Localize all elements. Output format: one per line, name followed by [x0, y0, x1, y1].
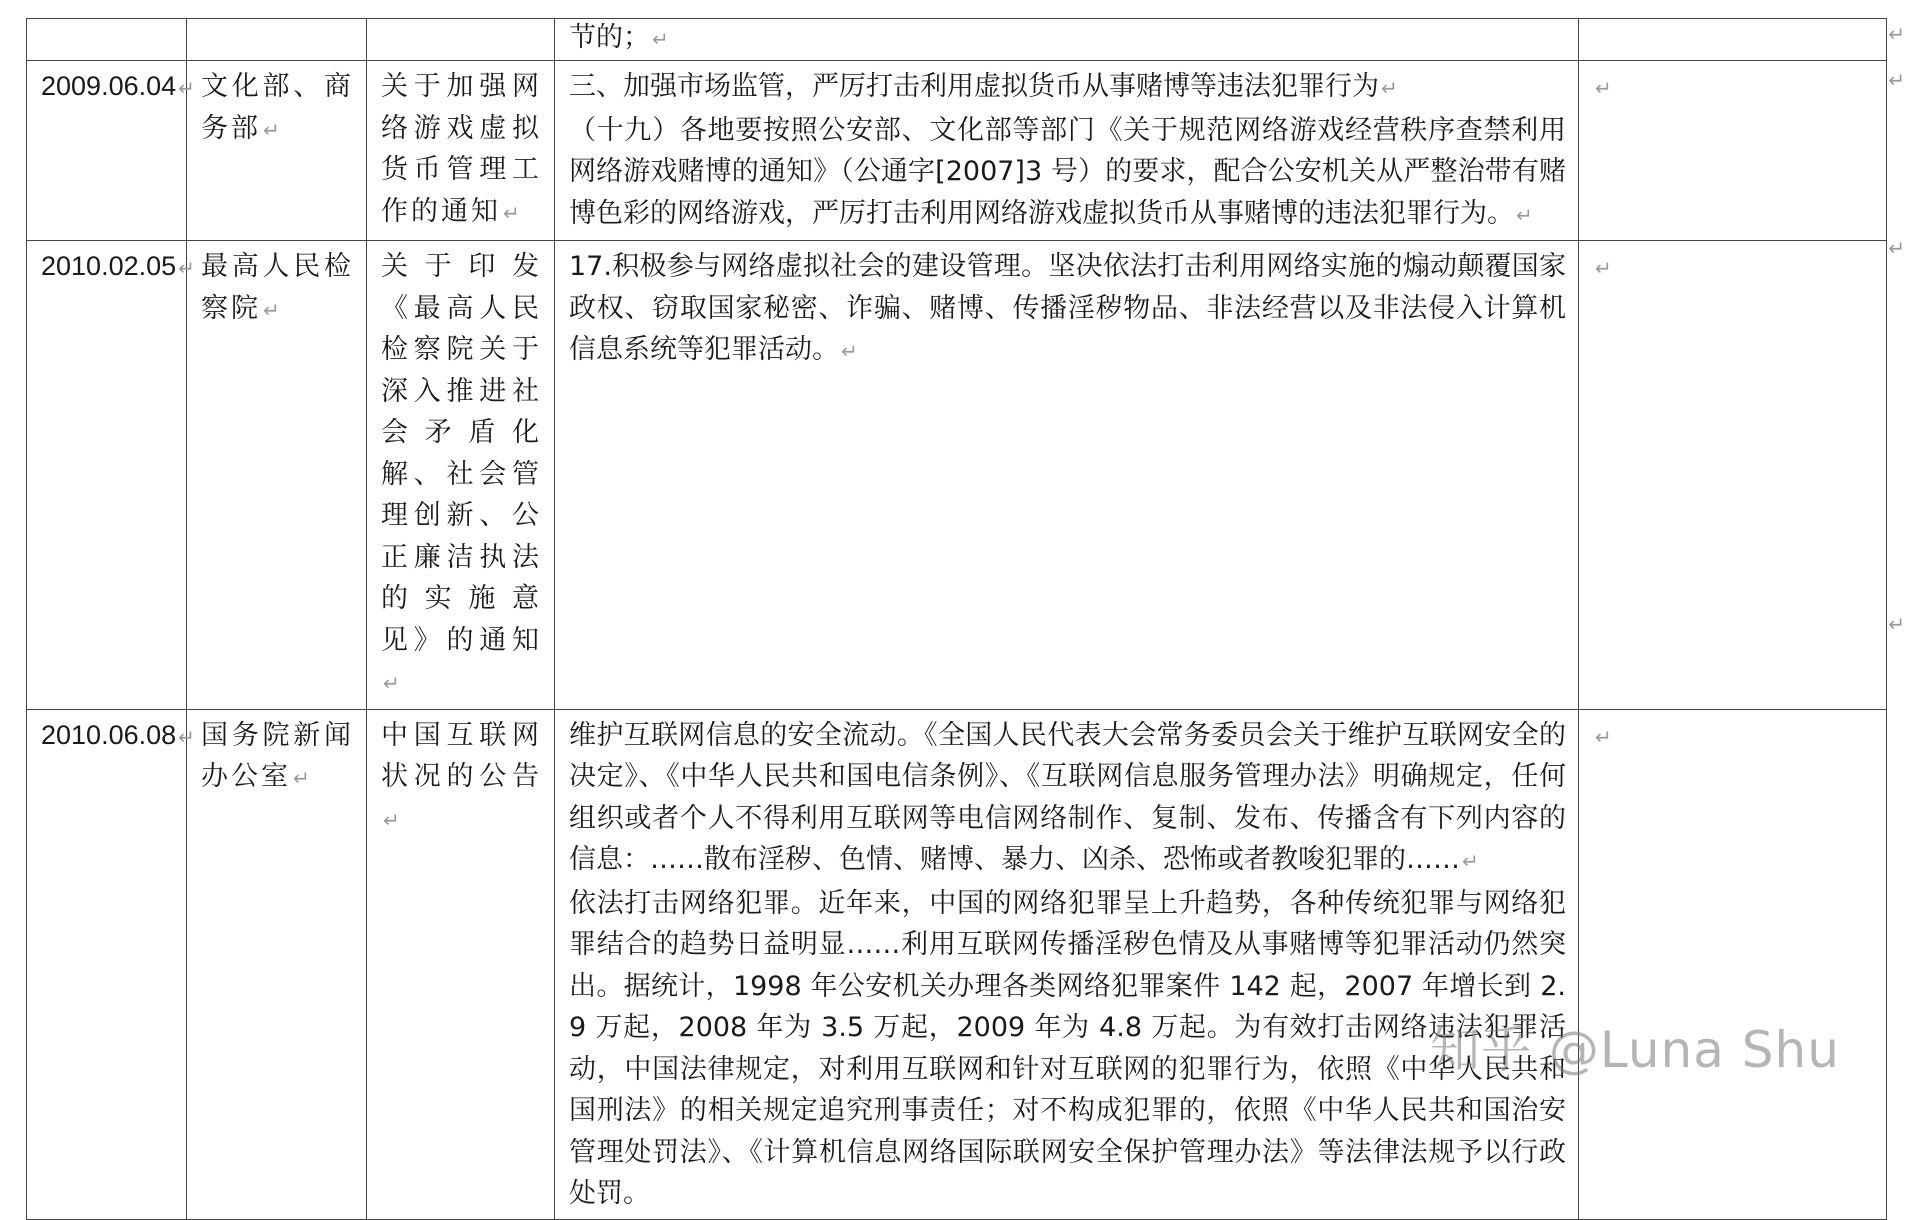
paragraph-mark-icon: ↵ — [1595, 724, 1612, 749]
content-paragraph: （十九）各地要按照公安部、文化部等部门《关于规范网络游戏经营秩序查禁利用网络游戏赌博的通知》（公通字[2007]3 号）的要求，配合公安机关从严整治带有赌博色彩的网络游戏，严厉打击利用网络游戏虚拟货币从事赌博的违法犯罪行为。 ↵ — [569, 114, 1566, 229]
row-end-mark-icon: ↵ — [1888, 68, 1905, 92]
row-end-mark-icon: ↵ — [1888, 22, 1905, 46]
paragraph-mark-icon: ↵ — [383, 807, 403, 832]
table-row — [27, 241, 1887, 710]
paragraph-mark-icon: ↵ — [503, 200, 523, 225]
date-cell — [27, 19, 187, 61]
date-cell: 2010.02.05 ↵ — [27, 241, 187, 710]
paragraph-mark-icon: ↵ — [263, 117, 283, 142]
paragraph-mark-icon: ↵ — [178, 256, 195, 280]
paragraph-mark-icon: ↵ — [1595, 76, 1612, 100]
paragraph-mark-icon: ↵ — [383, 671, 403, 695]
content-paragraph: 维护互联网信息的安全流动。《全国人民代表大会常务委员会关于维护互联网安全的决定》、《中华人民共和国电信条例》、《互联网信息服务管理办法》明确规定，任何组织或者个人不得利用互联网等电信网络制作、复制、发布、传播含有下列内容的信息：……散布淫秽、色情、赌博、暴力、凶杀、恐怖或者教唆犯罪的…… ↵ — [569, 719, 1566, 875]
paragraph-mark-icon: ↵ — [841, 339, 858, 363]
content-cell — [555, 19, 1579, 61]
issuer-cell: 国务院新闻办公室 ↵ — [187, 709, 367, 1219]
table-row — [27, 709, 1887, 1219]
row-end-mark-icon: ↵ — [1888, 236, 1905, 260]
document-title-cell — [367, 19, 555, 61]
content-paragraph: 节的； ↵ — [569, 22, 669, 53]
paragraph-mark-icon: ↵ — [1462, 849, 1479, 873]
note-cell — [1579, 241, 1887, 710]
issuer-cell: 文化部、商务部 ↵ — [187, 61, 367, 241]
table-row — [27, 61, 1887, 241]
paragraph-mark-icon: ↵ — [1381, 76, 1398, 100]
date-cell: 2009.06.04 ↵ — [27, 61, 187, 241]
issuer-cell: 最高人民检察院 ↵ — [187, 241, 367, 710]
content-paragraph: 三、加强市场监管，严厉打击利用虚拟货币从事赌博等违法犯罪行为 ↵ — [569, 71, 1398, 102]
document-title-cell: 关于加强网络游戏虚拟货币管理工作的通知 ↵ — [367, 61, 555, 241]
content-cell — [555, 61, 1579, 241]
content-paragraph: 依法打击网络犯罪。近年来，中国的网络犯罪呈上升趋势，各种传统犯罪与网络犯罪结合的趋势日益明显……利用互联网传播淫秽色情及从事赌博等犯罪活动仍然突出。据统计，1998 年公安机关办理各类网络犯罪案件 142 起，2007 年增长到 2.9 万起，2008 年为 3.5 万起，2009 年为 4.8 万起。为有效打击网络违法犯罪活动，中国法律规定，对利用互联网和针对互联网的犯罪行为，依照《中华人民共和国刑法》的相关规定追究刑事责任；对不构成犯罪的，依照《中华人民共和国治安管理处罚法》、《计算机信息网络国际联网安全保护管理办法》等法律法规予以行政处罚。 — [569, 887, 1566, 1209]
issuer-cell — [187, 19, 367, 61]
note-cell — [1579, 19, 1887, 61]
watermark: 知乎 @Luna Shu — [1430, 1021, 1840, 1079]
paragraph-mark-icon: ↵ — [1595, 256, 1612, 280]
paragraph-mark-icon: ↵ — [1516, 202, 1533, 227]
content-paragraph: 17.积极参与网络虚拟社会的建设管理。坚决依法打击利用网络实施的煽动颠覆国家政权、窃取国家秘密、诈骗、赌博、传播淫秽物品、非法经营以及非法侵入计算机信息系统等犯罪活动。 ↵ — [569, 251, 1566, 365]
row-end-mark-icon: ↵ — [1888, 612, 1905, 636]
paragraph-mark-icon: ↵ — [178, 724, 195, 749]
content-cell — [555, 241, 1579, 710]
date-cell: 2010.06.08 ↵ — [27, 709, 187, 1219]
note-cell — [1579, 61, 1887, 241]
document-title-cell: 关于印发《最高人民检察院关于深入推进社会矛盾化解、社会管理创新、公正廉洁执法的实施意见》的通知↵ — [367, 241, 555, 710]
paragraph-mark-icon: ↵ — [293, 766, 313, 790]
content-cell — [555, 709, 1579, 1219]
paragraph-mark-icon: ↵ — [652, 27, 669, 51]
document-title-cell: 中国互联网状况的公告↵ — [367, 709, 555, 1219]
note-cell — [1579, 709, 1887, 1219]
paragraph-mark-icon: ↵ — [178, 76, 195, 100]
paragraph-mark-icon: ↵ — [263, 297, 283, 322]
table-row — [27, 19, 1887, 61]
